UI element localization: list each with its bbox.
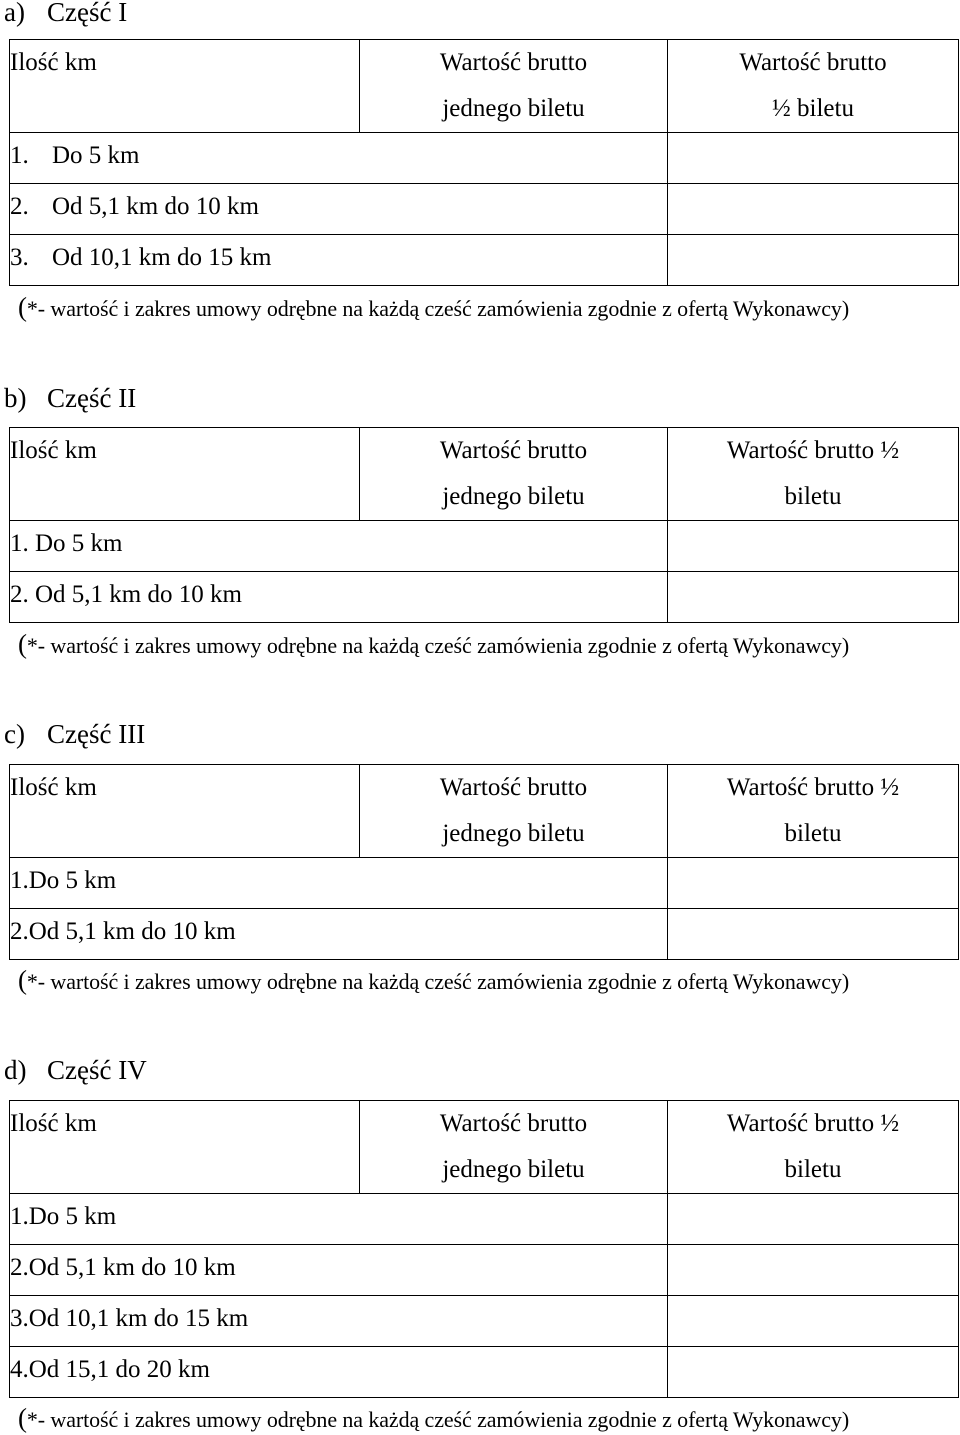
section-b-heading: [4, 383, 136, 414]
section-a-heading: [4, 0, 127, 28]
table-row: 4.Od 15,1 do 20 km: [10, 1347, 668, 1398]
value-cell[interactable]: [668, 909, 959, 960]
header-full-ticket: Wartość brutto jednego biletu: [360, 40, 668, 133]
header-half-ticket: Wartość brutto ½ biletu: [668, 765, 959, 858]
section-title: Część III: [47, 719, 146, 749]
section-c-note: (*- wartość i zakres umowy odrębne na każdą cześć zamówienia zgodnie z ofertą Wykonawcy): [18, 965, 850, 995]
section-title: Część II: [47, 383, 137, 413]
table-row: 2.Od 5,1 km do 10 km: [10, 909, 668, 960]
value-cell[interactable]: [668, 572, 959, 623]
section-c-table: [9, 764, 959, 960]
value-cell[interactable]: [668, 521, 959, 572]
header-km: Ilość km: [10, 428, 360, 521]
table-row: 1. Do 5 km: [10, 521, 668, 572]
value-cell[interactable]: [668, 858, 959, 909]
section-letter: d): [4, 1055, 27, 1085]
table-row: 2.Od 5,1 km do 10 km: [10, 1245, 668, 1296]
section-d-heading: [4, 1055, 147, 1086]
header-full-ticket: Wartość brutto jednego biletu: [360, 1101, 668, 1194]
header-km: Ilość km: [10, 765, 360, 858]
value-cell[interactable]: [668, 235, 959, 286]
section-a-table: [9, 39, 959, 286]
value-cell[interactable]: [668, 1245, 959, 1296]
section-letter: a): [4, 0, 25, 27]
header-km: Ilość km: [10, 40, 360, 133]
section-d-table: [9, 1100, 959, 1398]
section-c-heading: [4, 719, 145, 750]
section-b-table: [9, 427, 959, 623]
value-cell[interactable]: [668, 1347, 959, 1398]
table-row: 1.Do 5 km: [10, 1194, 668, 1245]
table-row: 3.Od 10,1 km do 15 km: [10, 1296, 668, 1347]
section-title: Część IV: [47, 1055, 147, 1085]
section-letter: b): [4, 383, 27, 413]
header-km: Ilość km: [10, 1101, 360, 1194]
table-row: 1. Do 5 km: [10, 133, 668, 184]
table-row: 2. Od 5,1 km do 10 km: [10, 184, 668, 235]
table-row: 2. Od 5,1 km do 10 km: [10, 572, 668, 623]
header-half-ticket: Wartość brutto ½ biletu: [668, 40, 959, 133]
value-cell[interactable]: [668, 1194, 959, 1245]
value-cell[interactable]: [668, 184, 959, 235]
section-title: Część I: [47, 0, 128, 27]
header-half-ticket: Wartość brutto ½ biletu: [668, 1101, 959, 1194]
value-cell[interactable]: [668, 1296, 959, 1347]
header-full-ticket: Wartość brutto jednego biletu: [360, 765, 668, 858]
section-letter: c): [4, 719, 25, 749]
section-a-note: (*- wartość i zakres umowy odrębne na każdą cześć zamówienia zgodnie z ofertą Wykonawcy): [18, 292, 850, 322]
value-cell[interactable]: [668, 133, 959, 184]
table-row: 1.Do 5 km: [10, 858, 668, 909]
section-d-note: (*- wartość i zakres umowy odrębne na każdą cześć zamówienia zgodnie z ofertą Wykonawcy): [18, 1403, 850, 1433]
table-row: 3. Od 10,1 km do 15 km: [10, 235, 668, 286]
section-b-note: (*- wartość i zakres umowy odrębne na każdą cześć zamówienia zgodnie z ofertą Wykonawcy): [18, 629, 850, 659]
header-half-ticket: Wartość brutto ½ biletu: [668, 428, 959, 521]
header-full-ticket: Wartość brutto jednego biletu: [360, 428, 668, 521]
